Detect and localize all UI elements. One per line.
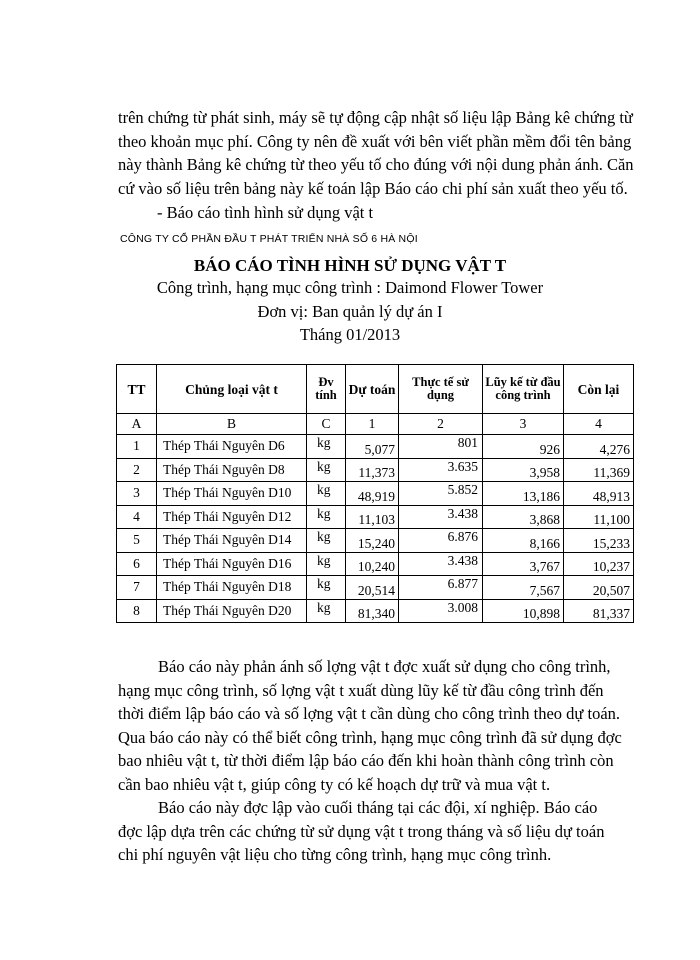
closing-line: chi phí nguyên vật liệu cho từng công trình, hạng mục công trình. (118, 845, 552, 864)
cumulative-cell: 8,166 (483, 529, 564, 553)
ref-cell: 3 (483, 414, 564, 435)
row-index: 1 (117, 435, 157, 459)
estimate-cell: 10,240 (346, 552, 399, 576)
remaining-cell: 81,337 (564, 599, 634, 623)
estimate-cell: 15,240 (346, 529, 399, 553)
header-cell: TT (117, 365, 157, 414)
header-cell: Thực tế sử dụng (399, 365, 483, 414)
material-name: Thép Thái Nguyên D10 (157, 482, 307, 506)
table-row (117, 482, 634, 506)
table-row (117, 458, 634, 482)
intro-line: theo khoản mục phí. Công ty nên đề xuất với bên viết phần mềm đổi tên bảng (118, 131, 632, 151)
table-row (117, 576, 634, 600)
intro-paragraph (118, 106, 638, 200)
row-index: 2 (117, 458, 157, 482)
table-row (117, 505, 634, 529)
unit-cell: kg (307, 552, 346, 576)
header-cell: Còn lại (564, 365, 634, 414)
remaining-cell: 11,369 (564, 458, 634, 482)
report-project: Công trình, hạng mục công trình : Daimond Flower Tower (156, 278, 544, 297)
table-row (117, 435, 634, 459)
header-cell: Đv tính (307, 365, 346, 414)
report-month: Tháng 01/2013 (299, 325, 401, 344)
cumulative-cell: 7,567 (483, 576, 564, 600)
closing-line: Báo cáo này đợc lập vào cuối tháng tại các đội, xí nghiệp. Báo cáo (158, 798, 598, 817)
actual-cell: 6.876 (399, 529, 483, 553)
cumulative-cell: 3,958 (483, 458, 564, 482)
closing-paragraph (118, 655, 638, 867)
material-name: Thép Thái Nguyên D12 (157, 505, 307, 529)
ref-cell: 4 (564, 414, 634, 435)
table-ref-row (117, 414, 634, 435)
report-title: BÁO CÁO TÌNH HÌNH SỬ DỤNG VẬT T (193, 256, 507, 275)
remaining-cell: 4,276 (564, 435, 634, 459)
table-row (117, 599, 634, 623)
estimate-cell: 20,514 (346, 576, 399, 600)
row-index: 4 (117, 505, 157, 529)
table-header-row (117, 365, 634, 414)
row-index: 7 (117, 576, 157, 600)
estimate-cell: 11,373 (346, 458, 399, 482)
actual-cell: 3.438 (399, 552, 483, 576)
intro-line: trên chứng từ phát sinh, máy sẽ tự động cập nhật số liệu lập Bảng kê chứng từ (118, 108, 633, 127)
ref-cell: C (307, 414, 346, 435)
cumulative-cell: 3,868 (483, 505, 564, 529)
header-cell: Chủng loại vật t (157, 365, 307, 414)
cumulative-cell: 3,767 (483, 552, 564, 576)
material-name: Thép Thái Nguyên D16 (157, 552, 307, 576)
bullet-item: - Báo cáo tình hình sử dụng vật t (157, 203, 374, 222)
cumulative-cell: 13,186 (483, 482, 564, 506)
estimate-cell: 48,919 (346, 482, 399, 506)
unit-cell: kg (307, 505, 346, 529)
estimate-cell: 11,103 (346, 505, 399, 529)
remaining-cell: 10,237 (564, 552, 634, 576)
header-cell: Lũy kế từ đầu công trình (483, 365, 564, 414)
actual-cell: 5.852 (399, 482, 483, 506)
unit-cell: kg (307, 435, 346, 459)
intro-line: cứ vào số liệu trên bảng này kế toán lập Báo cáo chi phí sản xuất theo yếu tố. (118, 178, 628, 198)
material-name: Thép Thái Nguyên D18 (157, 576, 307, 600)
row-index: 6 (117, 552, 157, 576)
row-index: 8 (117, 599, 157, 623)
ref-cell: B (157, 414, 307, 435)
company-name: CÔNG TY CỔ PHẦN ĐẦU T PHÁT TRIỂN NHÀ SỐ 6 HÀ NỘI (120, 233, 418, 245)
materials-table (116, 364, 634, 623)
ref-cell: 2 (399, 414, 483, 435)
unit-cell: kg (307, 599, 346, 623)
closing-line: thời điểm lập báo cáo và số lợng vật t cần dùng cho công trình theo dự toán. (118, 704, 621, 723)
material-name: Thép Thái Nguyên D14 (157, 529, 307, 553)
material-name: Thép Thái Nguyên D8 (157, 458, 307, 482)
report-unit: Đơn vị: Ban quản lý dự án I (257, 302, 443, 321)
actual-cell: 801 (399, 435, 483, 459)
closing-line: đợc lập dựa trên các chứng từ sử dụng vật t trong tháng và số liệu dự toán (118, 821, 605, 841)
unit-cell: kg (307, 482, 346, 506)
row-index: 3 (117, 482, 157, 506)
ref-cell: 1 (346, 414, 399, 435)
remaining-cell: 20,507 (564, 576, 634, 600)
unit-cell: kg (307, 576, 346, 600)
closing-line: Báo cáo này phản ánh số lợng vật t đợc xuất sử dụng cho công trình, (158, 657, 611, 676)
ref-cell: A (117, 414, 157, 435)
estimate-cell: 5,077 (346, 435, 399, 459)
closing-line: hạng mục công trình, số lợng vật t xuất dùng lũy kế từ đầu công trình đến (118, 680, 604, 700)
header-cell: Dự toán (346, 365, 399, 414)
cumulative-cell: 10,898 (483, 599, 564, 623)
actual-cell: 3.635 (399, 458, 483, 482)
actual-cell: 3.438 (399, 505, 483, 529)
row-index: 5 (117, 529, 157, 553)
unit-cell: kg (307, 458, 346, 482)
closing-line: bao nhiêu vật t, từ thời điểm lập báo cáo đến khi hoàn thành công trình còn (118, 751, 614, 770)
actual-cell: 6.877 (399, 576, 483, 600)
remaining-cell: 48,913 (564, 482, 634, 506)
closing-line: cần bao nhiêu vật t, giúp công ty có kế hoạch dự trữ và mua vật t. (118, 774, 551, 794)
unit-cell: kg (307, 529, 346, 553)
intro-line: này thành Bảng kê chứng từ theo yếu tố cho đúng với nội dung phản ánh. Căn (118, 155, 634, 174)
closing-line: Qua báo cáo này có thể biết công trình, hạng mục công trình đã sử dụng đợc (118, 727, 622, 747)
material-name: Thép Thái Nguyên D20 (157, 599, 307, 623)
remaining-cell: 15,233 (564, 529, 634, 553)
cumulative-cell: 926 (483, 435, 564, 459)
actual-cell: 3.008 (399, 599, 483, 623)
remaining-cell: 11,100 (564, 505, 634, 529)
estimate-cell: 81,340 (346, 599, 399, 623)
table-row (117, 552, 634, 576)
table-row (117, 529, 634, 553)
material-name: Thép Thái Nguyên D6 (157, 435, 307, 459)
